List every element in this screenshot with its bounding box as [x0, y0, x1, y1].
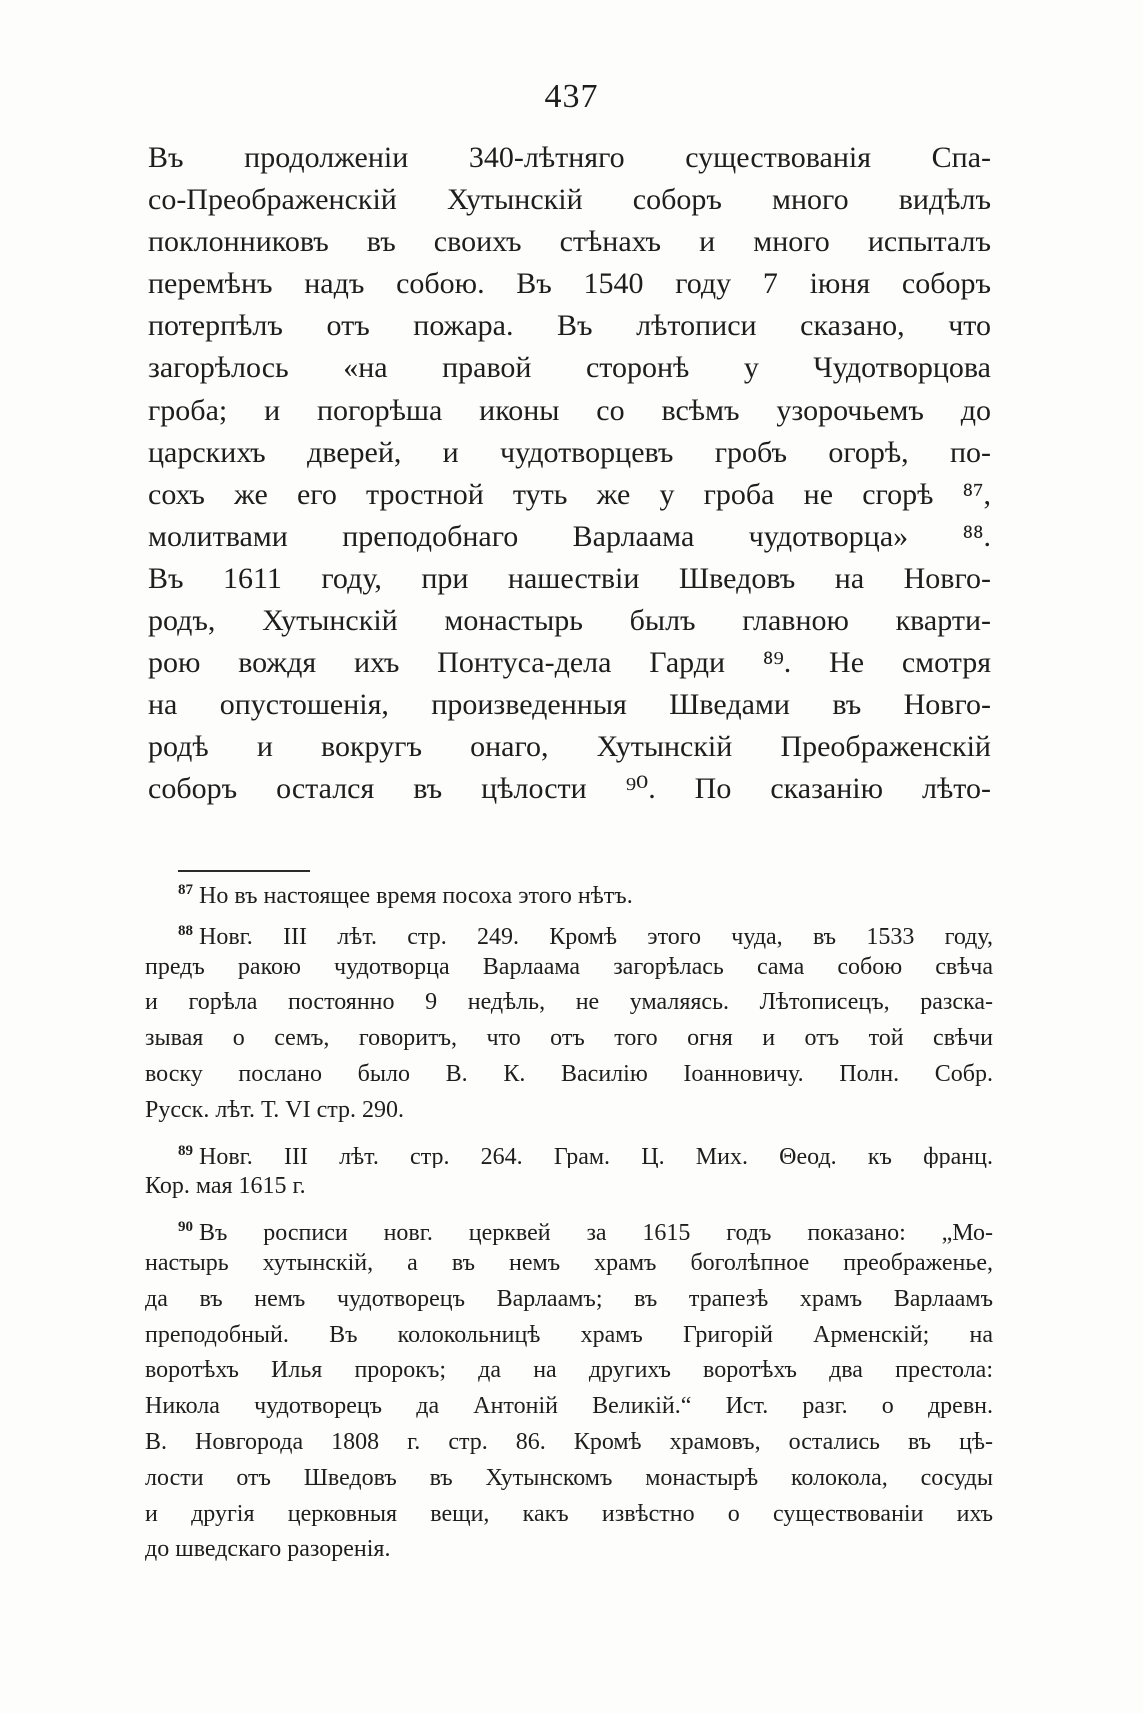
footnote-text: предъ ракою чудотворца Варлаама загорѣлась сама собою свѣча	[145, 953, 993, 980]
footnote-text: Новг. III лѣт. стр. 264. Грам. Ц. Мих. Θеод. къ франц.	[199, 1143, 993, 1169]
footnotes-block	[145, 872, 993, 1567]
main-text-line: царскихъ дверей, и чудотворцевъ гробъ огорѣ, по-	[148, 435, 991, 469]
footnote-number: 90	[178, 1219, 193, 1236]
footnote-text: преподобный. Въ колокольницѣ храмъ Григорій Арменскій; на	[145, 1321, 993, 1348]
main-text-line: родъ, Хутынскій монастырь былъ главною кварти-	[148, 604, 991, 638]
footnote-text: Кор. мая 1615 г.	[145, 1173, 306, 1200]
footnote-90	[145, 1209, 993, 1245]
footnote-text: зывая о семъ, говоритъ, что отъ того огня и отъ той свѣчи	[145, 1025, 993, 1052]
main-text-line: потерпѣлъ отъ пожара. Въ лѣтописи сказано, что	[148, 309, 991, 343]
footnote-number: 87	[178, 882, 193, 898]
footnote-text: воску послано было В. К. Василію Іоанновичу. Полн. Собр.	[145, 1060, 993, 1087]
main-text-line: на опустошенія, произведенныя Шведами въ Новго-	[148, 688, 991, 722]
footnote-text: Но въ настоящее время посоха этого нѣтъ.	[199, 883, 633, 908]
main-text-line: родѣ и вокругъ онаго, Хутынскій Преображенскій	[148, 730, 991, 764]
footnote-text: настырь хутынскій, а въ немъ храмъ боголѣпное преображенье,	[145, 1249, 993, 1276]
footnote-number: 88	[178, 922, 193, 939]
footnote-text: Никола чудотворецъ да Антоній Великій.“ Ист. разг. о древн.	[145, 1393, 993, 1420]
main-text-line: соборъ остался въ цѣлости ⁹⁰. По сказанію лѣто-	[148, 772, 991, 806]
main-text-line: гроба; и погорѣша иконы со всѣмъ узорочьемъ до	[148, 393, 991, 427]
footnote-text: Новг. III лѣт. стр. 249. Кромѣ этого чуда, въ 1533 году,	[199, 923, 993, 949]
main-text-line: загорѣлось «на правой сторонѣ у Чудотворцова	[148, 351, 991, 385]
footnote-text: лости отъ Шведовъ въ Хутынскомъ монастырѣ колокола, сосуды	[145, 1464, 993, 1491]
page-number: 437	[544, 78, 599, 115]
footnote-text: да въ немъ чудотворецъ Варлаамъ; въ трапезѣ храмъ Варлаамъ	[145, 1285, 993, 1312]
footnote-text: и горѣла постоянно 9 недѣль, не умаляясь. Лѣтописецъ, разска-	[145, 989, 993, 1016]
footnote-text: воротѣхъ Илья пророкъ; да на другихъ воротѣхъ два престола:	[145, 1357, 993, 1384]
main-text-line: Въ 1611 году, при нашествіи Шведовъ на Новго-	[148, 561, 991, 595]
main-text-block	[148, 137, 991, 811]
footnote-text: В. Новгорода 1808 г. стр. 86. Кромѣ храмовъ, остались въ цѣ-	[145, 1428, 993, 1455]
footnote-text: и другія церковныя вещи, какъ извѣстно о существованіи ихъ	[145, 1500, 993, 1527]
main-text-line: молитвами преподобнаго Варлаама чудотворца» ⁸⁸.	[148, 519, 991, 553]
footnote-text: Русск. лѣт. Т. VI стр. 290.	[145, 1096, 405, 1123]
footnote-87	[145, 872, 993, 908]
footnote-text: до шведскаго разоренія.	[145, 1536, 391, 1563]
main-text-line: Въ продолженіи 340-лѣтняго существованія Спа-	[148, 141, 991, 174]
footnote-88	[145, 913, 993, 949]
main-text-line: поклонниковъ въ своихъ стѣнахъ и много испыталъ	[148, 225, 991, 259]
main-text-line: перемѣнъ надъ собою. Въ 1540 году 7 іюня соборъ	[148, 267, 991, 301]
main-text-line: со-Преображенскій Хутынскій соборъ много видѣлъ	[148, 183, 991, 217]
footnote-text: Въ росписи новг. церквей за 1615 годъ показано: „Мо-	[199, 1220, 993, 1245]
main-text-line: рою вождя ихъ Понтуса-дела Гарди ⁸⁹. Не смотря	[148, 646, 991, 680]
footnote-number: 89	[178, 1142, 193, 1159]
main-text-line: сохъ же его тростной туть же у гроба не сгорѣ ⁸⁷,	[148, 477, 991, 511]
footnote-89	[145, 1133, 993, 1169]
